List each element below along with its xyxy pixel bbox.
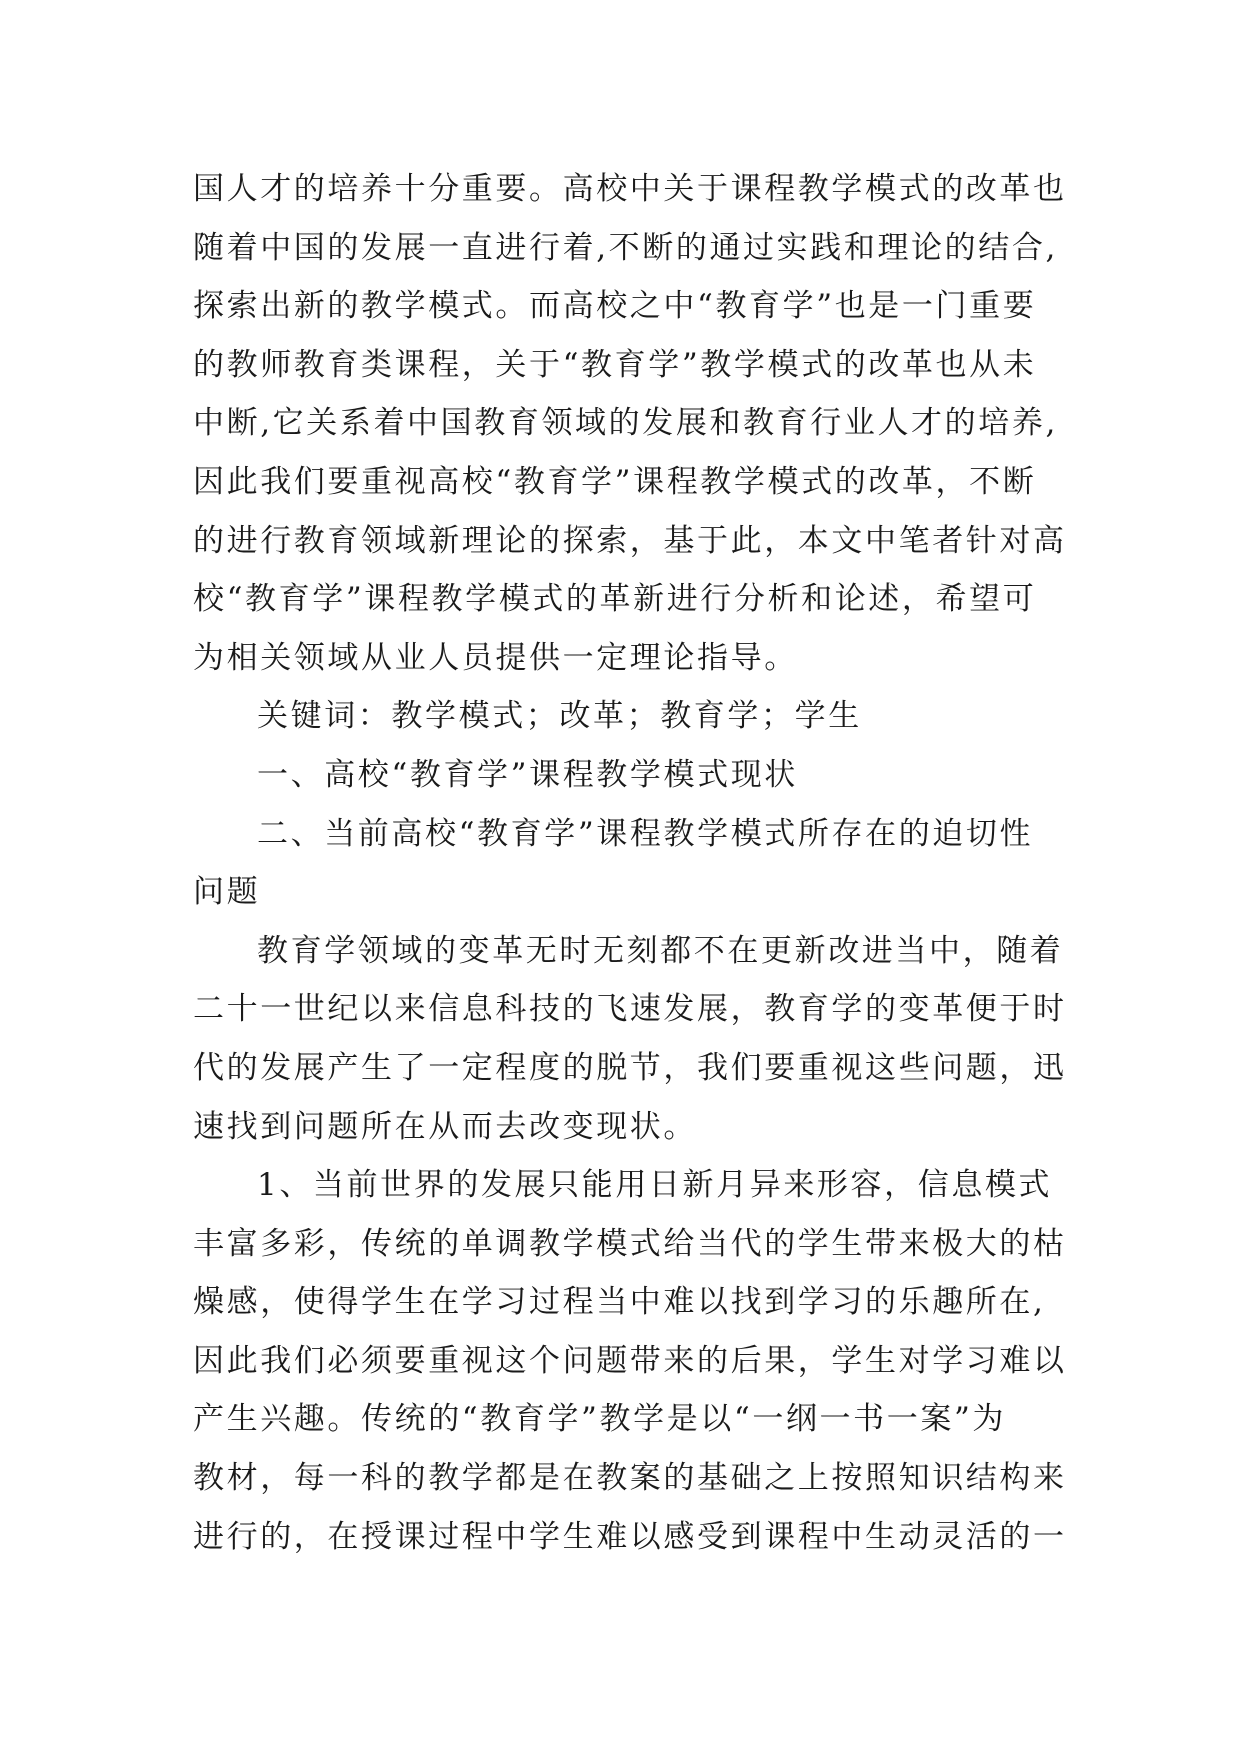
text-line: 教材，每一科的教学都是在教案的基础之上按照知识结构来	[193, 1460, 1067, 1497]
text-line: 燥感，使得学生在学习过程当中难以找到学习的乐趣所在,	[193, 1284, 1046, 1321]
text-line: 探索出新的教学模式。而高校之中“教育学”也是一门重要	[193, 288, 1037, 325]
text-line: 产生兴趣。传统的“教育学”教学是以“一纲一书一案”为	[193, 1401, 1006, 1438]
text-line: 中断,它关系着中国教育领域的发展和教育行业人才的培养,	[193, 405, 1058, 442]
text-line: 二十一世纪以来信息科技的飞速发展，教育学的变革便于时	[193, 991, 1067, 1028]
text-line: 校“教育学”课程教学模式的革新进行分析和论述，希望可	[193, 581, 1037, 618]
paragraph-start: 教育学领域的变革无时无刻都不在更新改进当中，随着	[257, 932, 1064, 969]
text-line: 为相关领域从业人员提供一定理论指导。	[193, 639, 798, 676]
text-line: 的教师教育类课程，关于“教育学”教学模式的改革也从未	[193, 346, 1037, 383]
text-line: 速找到问题所在从而去改变现状。	[193, 1108, 697, 1145]
text-line: 随着中国的发展一直进行着,不断的通过实践和理论的结合,	[193, 229, 1058, 266]
section-heading-2-cont: 问题	[193, 874, 261, 911]
body-text	[193, 160, 1073, 1566]
text-line: 因此我们必须要重视这个问题带来的后果，学生对学习难以	[193, 1342, 1067, 1379]
section-heading-1: 一、高校“教育学”课程教学模式现状	[257, 756, 798, 793]
text-line: 因此我们要重视高校“教育学”课程教学模式的改革，不断	[193, 463, 1037, 500]
text-line: 进行的，在授课过程中学生难以感受到课程中生动灵活的一	[193, 1518, 1067, 1555]
section-heading-2: 二、当前高校“教育学”课程教学模式所存在的迫切性	[257, 815, 1034, 852]
text-line: 国人才的培养十分重要。高校中关于课程教学模式的改革也	[193, 171, 1067, 207]
text-line: 的进行教育领域新理论的探索，基于此，本文中笔者针对高	[193, 522, 1067, 559]
text-line: 代的发展产生了一定程度的脱节，我们要重视这些问题，迅	[193, 1049, 1067, 1086]
keywords-line: 关键词：教学模式；改革；教育学；学生	[257, 698, 862, 735]
text-line: 丰富多彩，传统的单调教学模式给当代的学生带来极大的枯	[193, 1225, 1067, 1262]
list-item-1: 1、当前世界的发展只能用日新月异来形容，信息模式	[257, 1167, 1053, 1204]
